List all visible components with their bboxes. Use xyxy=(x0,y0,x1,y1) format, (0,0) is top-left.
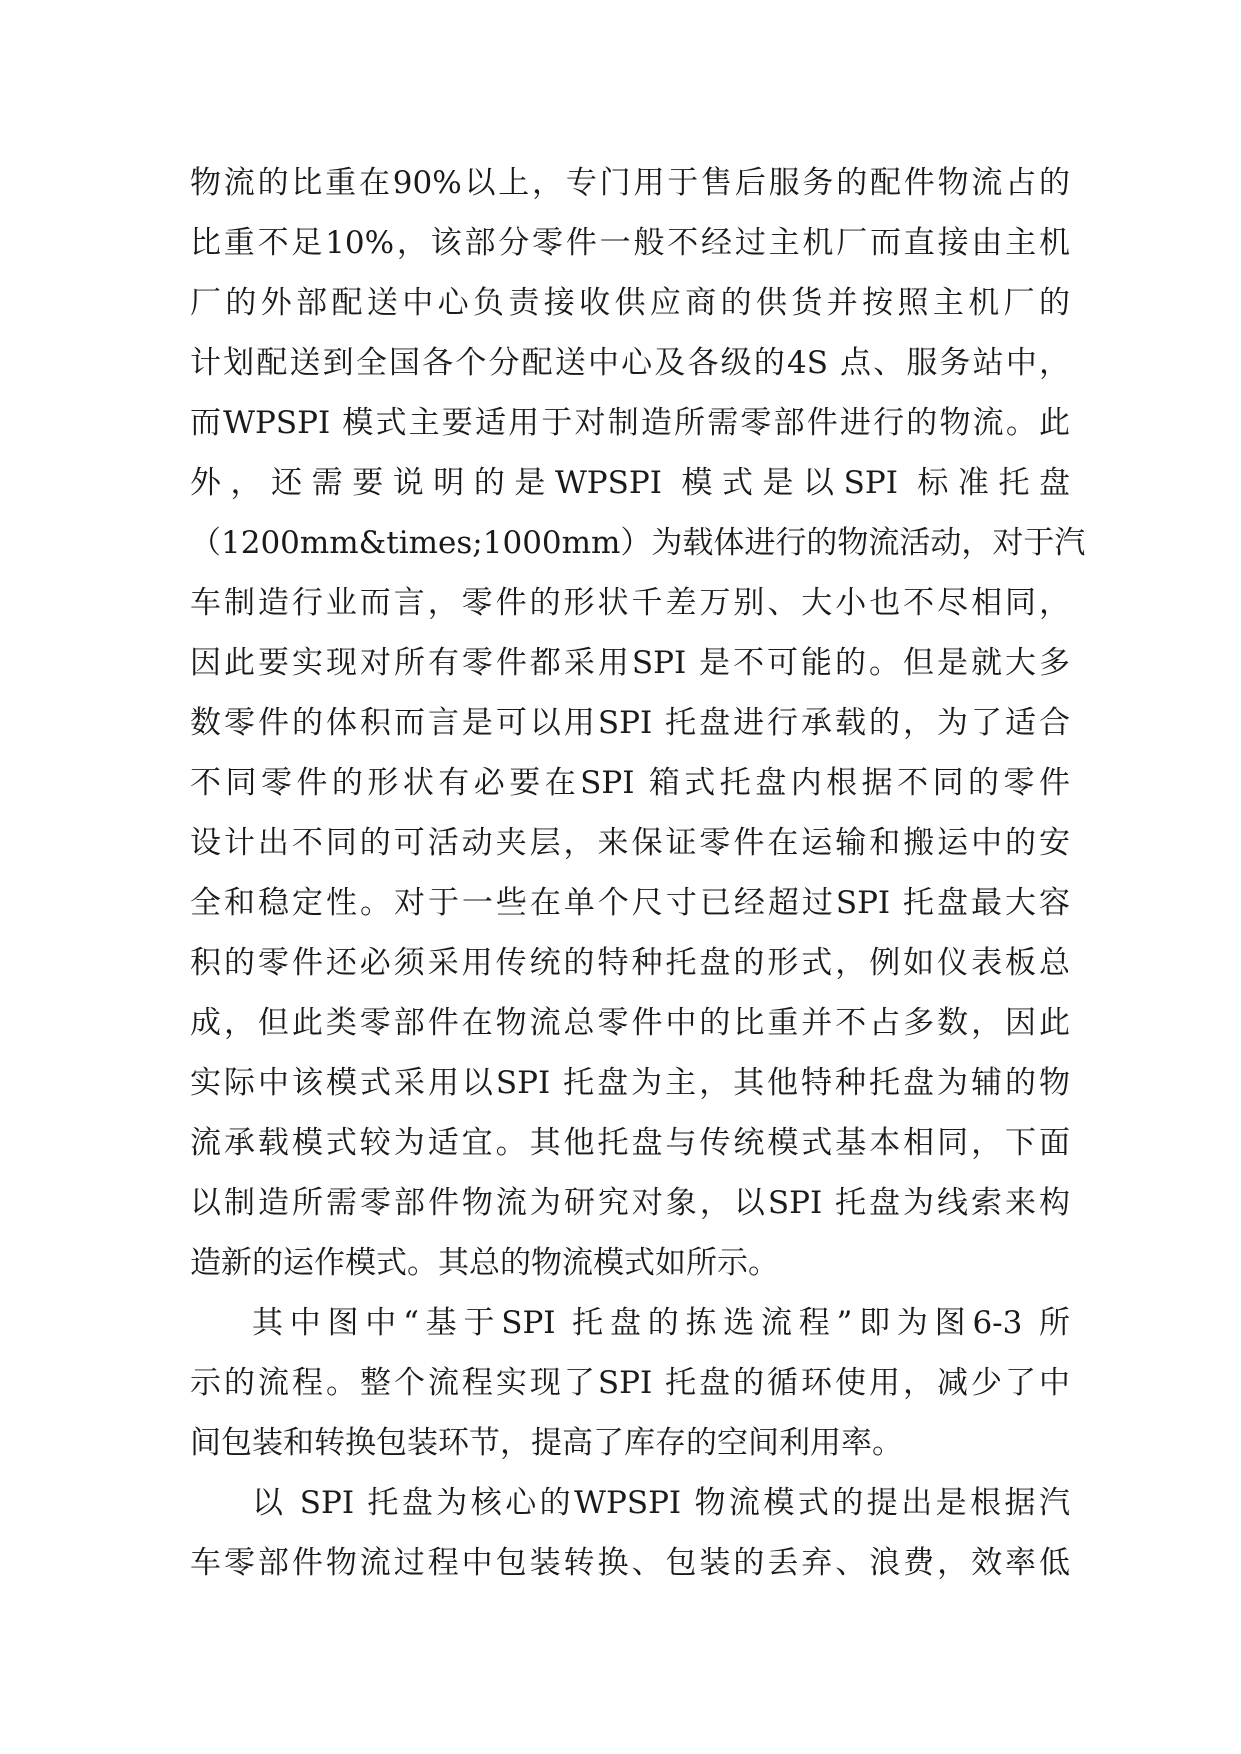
paragraph-1 xyxy=(190,153,1086,1293)
text-line: 设计出不同的可活动夹层，来保证零件在运输和搬运中的安 xyxy=(190,825,1070,861)
text-line: 造新的运作模式。其总的物流模式如所示。 xyxy=(190,1245,779,1281)
text-line: 不同零件的形状有必要在SPI 箱式托盘内根据不同的零件 xyxy=(190,765,1070,801)
text-line: 示的流程。整个流程实现了SPI 托盘的循环使用，减少了中 xyxy=(190,1365,1070,1401)
text-line: 全和稳定性。对于一些在单个尺寸已经超过SPI 托盘最大容 xyxy=(190,885,1070,921)
text-line: 物流的比重在90%以上，专门用于售后服务的配件物流占的 xyxy=(190,165,1070,201)
text-line: 成，但此类零部件在物流总零件中的比重并不占多数，因此 xyxy=(190,1005,1070,1041)
text-line: 以制造所需零部件物流为研究对象，以SPI 托盘为线索来构 xyxy=(190,1185,1070,1221)
text-line: 比重不足10%，该部分零件一般不经过主机厂而直接由主机 xyxy=(190,225,1070,261)
text-line: 间包装和转换包装环节，提高了库存的空间利用率。 xyxy=(190,1425,903,1461)
text-line: （1200mm&times;1000mm）为载体进行的物流活动，对于汽 xyxy=(190,525,1086,561)
text-line: 而WPSPI 模式主要适用于对制造所需零部件进行的物流。此 xyxy=(190,405,1070,441)
text-line: 数零件的体积而言是可以用SPI 托盘进行承载的，为了适合 xyxy=(190,705,1070,741)
text-line: 车制造行业而言，零件的形状千差万别、大小也不尽相同， xyxy=(190,585,1070,621)
text-line: 流承载模式较为适宜。其他托盘与传统模式基本相同，下面 xyxy=(190,1125,1070,1161)
paragraph-2 xyxy=(190,1293,1070,1473)
text-line: 其中图中“基于SPI 托盘的拣选流程”即为图6-3 所 xyxy=(252,1305,1070,1341)
text-line: 以 SPI 托盘为核心的WPSPI 物流模式的提出是根据汽 xyxy=(252,1485,1070,1521)
text-line: 因此要实现对所有零件都采用SPI 是不可能的。但是就大多 xyxy=(190,645,1070,681)
text-line: 计划配送到全国各个分配送中心及各级的4S 点、服务站中， xyxy=(190,345,1070,381)
text-line: 积的零件还必须采用传统的特种托盘的形式，例如仪表板总 xyxy=(190,945,1070,981)
text-line: 外，还需要说明的是WPSPI 模式是以SPI 标准托盘 xyxy=(190,465,1070,501)
body-text xyxy=(190,153,1086,1593)
text-line: 厂的外部配送中心负责接收供应商的供货并按照主机厂的 xyxy=(190,285,1070,321)
paragraph-3 xyxy=(190,1473,1070,1593)
text-line: 实际中该模式采用以SPI 托盘为主，其他特种托盘为辅的物 xyxy=(190,1065,1070,1101)
text-line: 车零部件物流过程中包装转换、包装的丢弃、浪费，效率低 xyxy=(190,1545,1070,1581)
